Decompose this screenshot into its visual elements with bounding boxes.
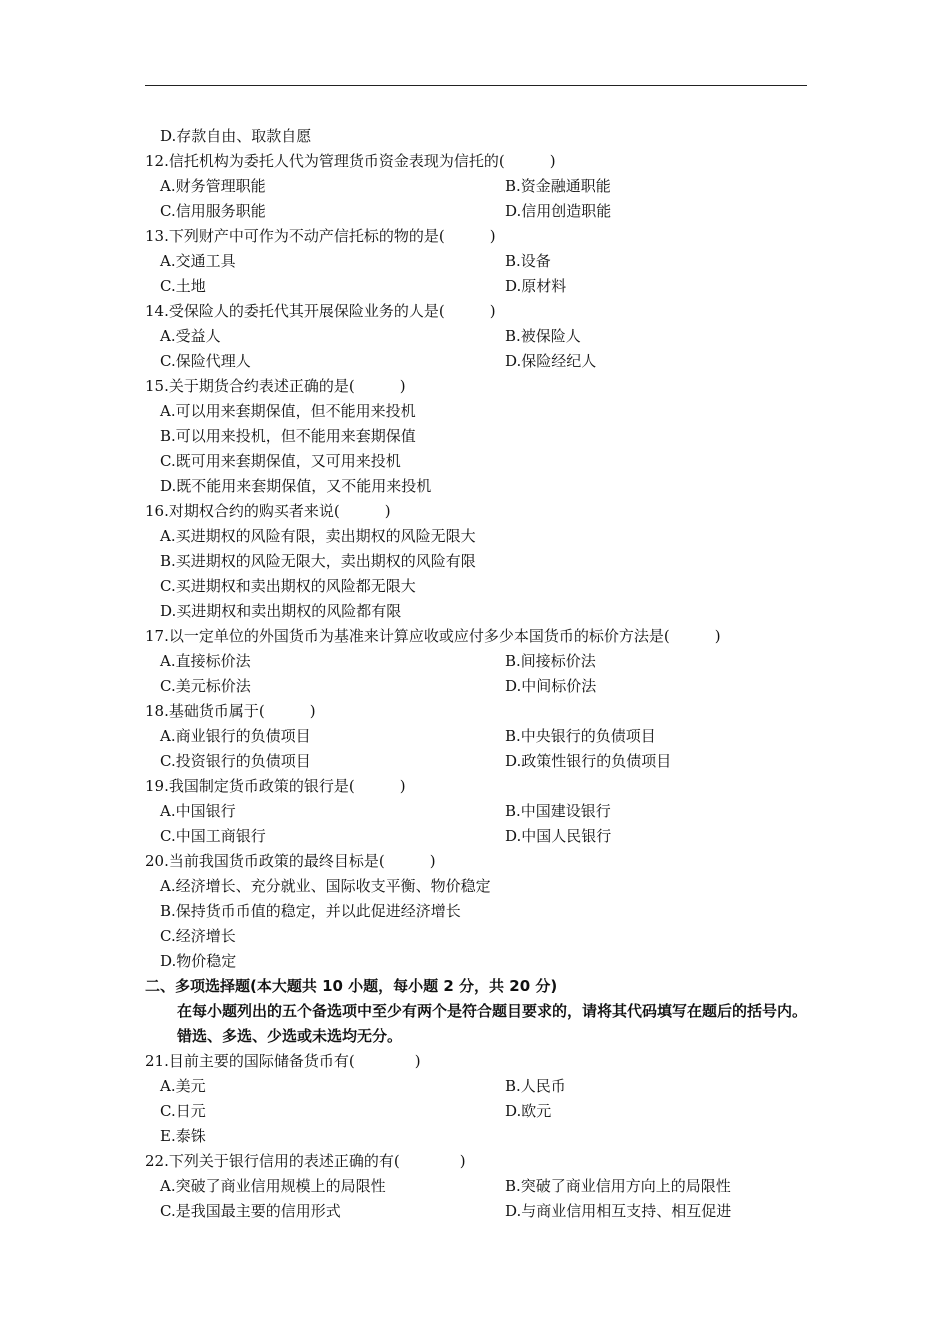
option-row — [145, 724, 807, 749]
option-row — [145, 474, 807, 499]
option: D.与商业信用相互支持、相互促进 — [505, 1202, 732, 1220]
option: C.保险代理人 — [160, 352, 251, 370]
option: D.中国人民银行 — [505, 827, 612, 845]
option-row — [145, 599, 807, 624]
option: C.经济增长 — [160, 927, 236, 945]
option-row — [145, 1099, 807, 1124]
option: C.买进期权和卖出期权的风险都无限大 — [160, 577, 416, 595]
option: A.商业银行的负债项目 — [160, 727, 311, 745]
header-rule — [145, 85, 807, 86]
option-row — [145, 274, 807, 299]
section-instructions: 在每小题列出的五个备选项中至少有两个是符合题目要求的，请将其代码填写在题后的括号内。错选、多选、少选或未选均无分。 — [177, 1002, 808, 1045]
carry-over-option: D.存款自由、取款自愿 — [160, 127, 312, 145]
question-stem: 21.目前主要的国际储备货币有( ) — [145, 1052, 421, 1070]
option: A.可以用来套期保值，但不能用来投机 — [160, 402, 416, 420]
option: C.中国工商银行 — [160, 827, 266, 845]
question-stem: 12.信托机构为委托人代为管理货币资金表现为信托的( ) — [145, 152, 556, 170]
option: B.买进期权的风险无限大，卖出期权的风险有限 — [160, 552, 476, 570]
option: B.中国建设银行 — [505, 802, 611, 820]
option: A.直接标价法 — [160, 652, 251, 670]
option: A.受益人 — [160, 327, 221, 345]
option-row — [145, 749, 807, 774]
option-row — [145, 799, 807, 824]
option: D.政策性银行的负债项目 — [505, 752, 672, 770]
option-row — [145, 199, 807, 224]
option: D.买进期权和卖出期权的风险都有限 — [160, 602, 402, 620]
option-row — [145, 574, 807, 599]
option: A.中国银行 — [160, 802, 236, 820]
question-stem: 22.下列关于银行信用的表述正确的有( ) — [145, 1152, 466, 1170]
option: B.突破了商业信用方向上的局限性 — [505, 1177, 731, 1195]
option: A.交通工具 — [160, 252, 236, 270]
option: A.买进期权的风险有限，卖出期权的风险无限大 — [160, 527, 476, 545]
option: B.保持货币币值的稳定，并以此促进经济增长 — [160, 902, 461, 920]
option-row — [145, 424, 807, 449]
option: B.被保险人 — [505, 327, 581, 345]
question-stem: 19.我国制定货币政策的银行是( ) — [145, 777, 406, 795]
option: A.美元 — [160, 1077, 206, 1095]
option: D.保险经纪人 — [505, 352, 597, 370]
exam-content — [145, 124, 807, 1224]
option: D.中间标价法 — [505, 677, 597, 695]
option: C.既可用来套期保值，又可用来投机 — [160, 452, 401, 470]
option-row — [145, 524, 807, 549]
question-stem: 13.下列财产中可作为不动产信托标的物的是( ) — [145, 227, 496, 245]
option-row — [145, 899, 807, 924]
question-stem: 16.对期权合约的购买者来说( ) — [145, 502, 391, 520]
option-row — [145, 349, 807, 374]
question-stem: 18.基础货币属于( ) — [145, 702, 316, 720]
option-row — [145, 649, 807, 674]
option: C.是我国最主要的信用形式 — [160, 1202, 341, 1220]
option: D.信用创造职能 — [505, 202, 612, 220]
option: D.既不能用来套期保值，又不能用来投机 — [160, 477, 432, 495]
option-row — [145, 924, 807, 949]
option: C.土地 — [160, 277, 206, 295]
option-row — [145, 324, 807, 349]
option-row — [145, 824, 807, 849]
option: E.泰铢 — [160, 1127, 206, 1145]
option-row — [145, 1174, 807, 1199]
option: C.日元 — [160, 1102, 206, 1120]
option: A.突破了商业信用规模上的局限性 — [160, 1177, 386, 1195]
option: B.资金融通职能 — [505, 177, 611, 195]
option-row — [145, 1074, 807, 1099]
option-row — [145, 1199, 807, 1224]
option: C.投资银行的负债项目 — [160, 752, 311, 770]
option: B.设备 — [505, 252, 551, 270]
option-row — [145, 549, 807, 574]
option-row — [145, 449, 807, 474]
option: B.可以用来投机，但不能用来套期保值 — [160, 427, 416, 445]
option-row — [145, 949, 807, 974]
option-row — [145, 174, 807, 199]
option: C.信用服务职能 — [160, 202, 266, 220]
option-row — [145, 874, 807, 899]
question-stem: 15.关于期货合约表述正确的是( ) — [145, 377, 406, 395]
option: A.经济增长、充分就业、国际收支平衡、物价稳定 — [160, 877, 491, 895]
option: B.人民币 — [505, 1077, 566, 1095]
option-row — [145, 674, 807, 699]
option: C.美元标价法 — [160, 677, 251, 695]
option: D.原材料 — [505, 277, 567, 295]
option: D.物价稳定 — [160, 952, 237, 970]
section-title: 二、多项选择题(本大题共 10 小题，每小题 2 分，共 20 分) — [145, 977, 558, 995]
option: B.间接标价法 — [505, 652, 596, 670]
option: D.欧元 — [505, 1102, 552, 1120]
question-stem: 14.受保险人的委托代其开展保险业务的人是( ) — [145, 302, 496, 320]
question-stem: 20.当前我国货币政策的最终目标是( ) — [145, 852, 436, 870]
option-row — [145, 249, 807, 274]
option: B.中央银行的负债项目 — [505, 727, 656, 745]
option-row — [145, 399, 807, 424]
question-stem: 17.以一定单位的外国货币为基准来计算应收或应付多少本国货币的标价方法是( ) — [145, 627, 721, 645]
section-instructions-wrap — [145, 999, 807, 1049]
option-row — [145, 1124, 807, 1149]
option: A.财务管理职能 — [160, 177, 266, 195]
